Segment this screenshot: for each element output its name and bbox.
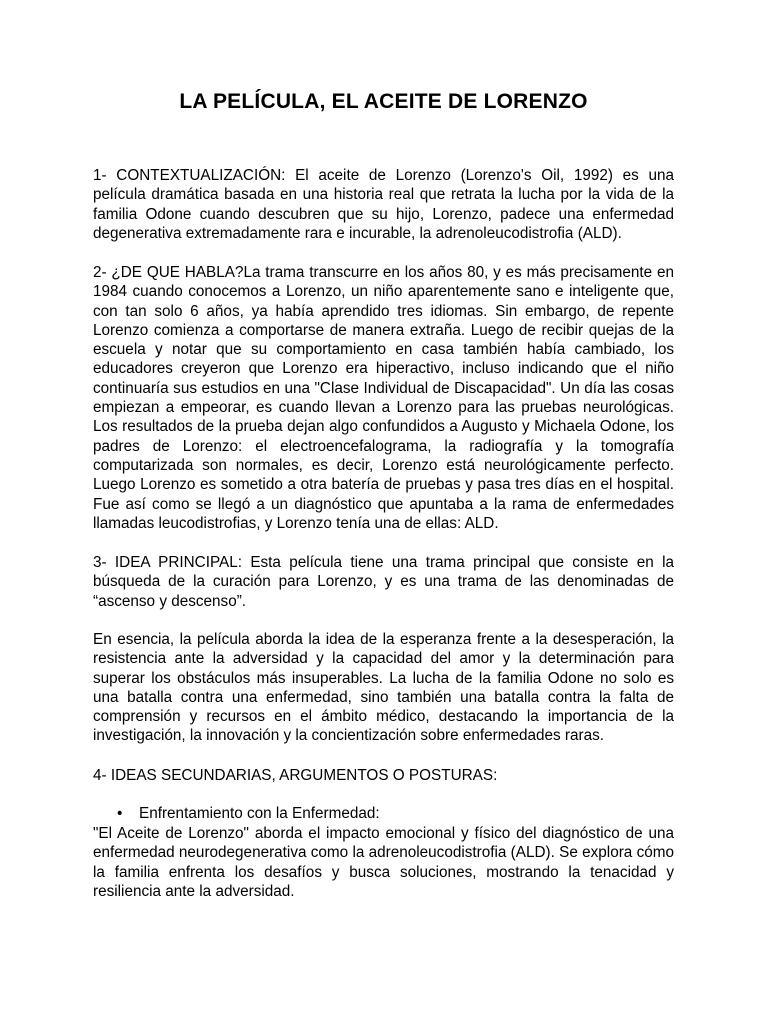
paragraph-enfrentamiento: "El Aceite de Lorenzo" aborda el impacto emocional y físico del diagnóstico de una enfermedad neurodegenerativa como la adrenoleucodistrofia (ALD). Se explora cómo la familia enfrenta los desafíos y busca soluciones, mostrando la tenacidad y resiliencia ante la adversidad. (93, 825, 674, 900)
document-title: LA PELÍCULA, EL ACEITE DE LORENZO (179, 90, 588, 113)
paragraph-idea-principal: 3- IDEA PRINCIPAL: Esta película tiene una trama principal que consiste en la búsqueda de la curación para Lorenzo, y es una trama de las denominadas de “ascenso y descenso”. (93, 554, 674, 610)
paragraph-contextualizacion: 1- CONTEXTUALIZACIÓN: El aceite de Lorenzo (Lorenzo's Oil, 1992) es una película dramática basada en una historia real que retrata la lucha por la vida de la familia Odone cuando descubren que su hijo, Lorenzo, padece una enfermedad degenerativa extremadamente rara e incurable, la adrenoleucodistrofia (ALD). (93, 167, 674, 242)
paragraph-de-que-habla: 2- ¿DE QUE HABLA?La trama transcurre en los años 80, y es más precisamente en 1984 cuando conocemos a Lorenzo, un niño aparentemente sano e inteligente que, con tan solo 6 años, ya había aprendido tres idiomas. Sin embargo, de repente Lorenzo comienza a comportarse de manera extraña. Luego de recibir quejas de la escuela y notar que su comportamiento en casa también había cambiado, los educadores creyeron que Lorenzo era hiperactivo, incluso indicando que el niño continuaría sus estudios en una "Clase Individual de Discapacidad". Un día las cosas empiezan a empeorar, es cuando llevan a Lorenzo para las pruebas neurológicas. Los resultados de la prueba dejan algo confundidos a Augusto y Michaela Odone, los padres de Lorenzo: el electroencefalograma, la radiografía y la tomografía computarizada son normales, es decir, Lorenzo está neurológicamente perfecto. Luego Lorenzo es sometido a otra batería de pruebas y pasa tres días en el hospital. Fue así como se llegó a un diagnóstico que apuntaba a la rama de enfermedades llamadas leucodistrofias, y Lorenzo tenía una de ellas: ALD. (93, 264, 674, 532)
bullet-text: Enfrentamiento con la Enfermedad: (139, 805, 380, 822)
bullet-icon: • (117, 805, 123, 822)
paragraph-en-esencia: En esencia, la película aborda la idea de la esperanza frente a la desesperación, la resistencia ante la adversidad y la capacidad del amor y la determinación para superar los obstáculos más insuperables. La lucha de la familia Odone no solo es una batalla contra una enfermedad, sino también una batalla contra la falta de comprensión y recursos en el ámbito médico, destacando la importancia de la investigación, la innovación y la concientización sobre enfermedades raras. (93, 631, 674, 745)
paragraph-ideas-secundarias-heading: 4- IDEAS SECUNDARIAS, ARGUMENTOS O POSTURAS: (93, 767, 498, 784)
